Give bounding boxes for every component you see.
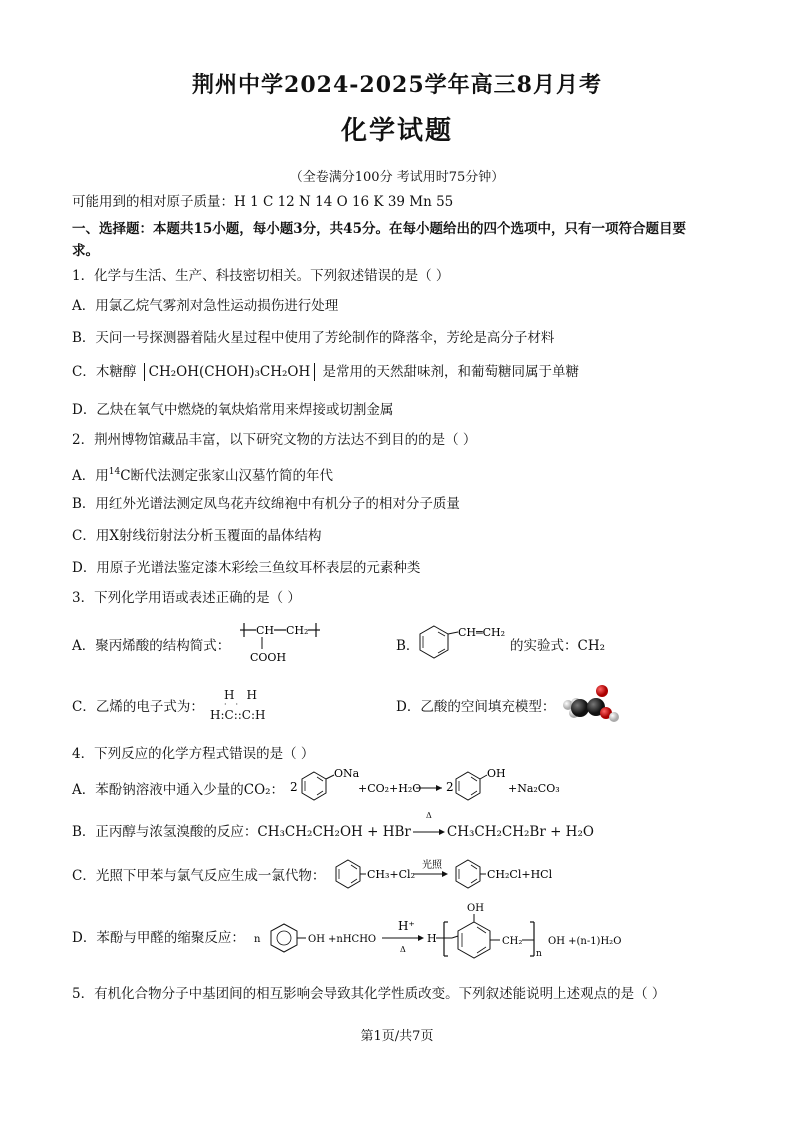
q4-c-condition: 光照 [422,860,442,871]
ethylene-main: H:C::C:H [210,708,266,722]
q1-option-c-suffix: 是常用的天然甜味剂，和葡萄糖同属于单糖 [322,364,580,380]
isotope-mass: 14 [108,467,121,477]
page-footer: 第1页/共7页 [360,1029,434,1044]
q2-option-b: B．用红外光谱法测定凤鸟花卉纹绵袍中有机分子的相对分子质量 [72,496,460,512]
q4-a-oh: OH [487,767,506,780]
q3-a-cooh: COOH [250,651,287,664]
q4-b-left: CH₃CH₂CH₂OH + HBr [257,824,411,840]
ethylene-h-top-2: H [246,688,257,702]
q2-option-a-prefix: A．用 [72,468,109,484]
styrene-structure [416,622,512,662]
q3-a-ch: CH [256,624,275,637]
q2-option-d: D．用原子光谱法鉴定漆木彩绘三鱼纹耳杯表层的元素种类 [72,560,421,576]
q4-option-a-label: A．苯酚钠溶液中通入少量的CO₂： [72,782,285,798]
q1-option-c-prefix: C．木糖醇 [72,364,137,380]
q1-option-d: D．乙炔在氧气中燃烧的氧炔焰常用来焊接或切割金属 [72,402,394,418]
q1-option-c [72,362,579,382]
q2-option-a-suffix: 断代法测定张家山汉墓竹简的年代 [130,468,334,484]
q4-a-ona: ONa [334,767,360,780]
q4-d-ch2: CH₂ [502,936,523,947]
q3-option-d [396,697,555,717]
exam-note: （全卷满分100分 考试用时75分钟） [289,170,505,185]
q4-d-h: H [427,932,437,945]
q4-stem: 4．下列反应的化学方程式错误的是（ ） [72,746,315,762]
q4-b-arrow [411,810,447,843]
ethylene-electron-formula: H H ·· H:C::C:H [210,688,266,722]
q4-a-reactants: +CO₂+H₂O [358,782,422,795]
section-heading-line2: 求。 [72,243,99,259]
atomic-masses: 可能用到的相对原子质量：H 1 C 12 N 14 O 16 K 39 Mn 55 [72,194,454,210]
isotope-element: C [120,468,131,484]
q4-d-equation [252,900,622,970]
q4-option-c-label: C．光照下甲苯与氯气反应生成一氯代物： [72,868,326,884]
q4-d-catalyst: H⁺ [398,919,415,933]
q1-option-b: B．天问一号探测器着陆火星过程中使用了芳纶制作的降落伞，芳纶是高分子材料 [72,330,555,346]
q3-option-c [72,697,204,717]
section-heading-line1: 一、选择题：本题共15小题，每小题3分，共45分。在每小题给出的四个选项中，只有一项符合题目要 [72,221,686,237]
polyacrylic-acid-structure [238,620,324,666]
q5-stem: 5．有机化合物分子中基团间的相互影响会导致其化学性质改变。下列叙述能说明上述观点的是（ ） [72,986,666,1002]
q4-option-a [72,780,284,800]
section-heading [72,218,727,262]
q4-d-n-2: n [536,949,542,959]
q4-b-right: CH₃CH₂CH₂Br + H₂O [446,824,594,840]
q3-stem: 3．下列化学用语或表述正确的是（ ） [72,590,301,606]
q2-option-c: C．用X射线衍射法分析玉覆面的晶体结构 [72,528,322,544]
q4-option-b [72,810,594,843]
q3-a-ch2: CH₂ [286,624,309,637]
q2-option-a [72,462,333,486]
q4-a-coef-2: 2 [446,780,454,794]
q4-option-c [72,866,325,886]
acetic-acid-space-filling-model [560,683,622,725]
q4-c-equation [330,856,590,894]
q4-d-oh-2: OH [467,903,484,914]
exam-title: 荆州中学2024-2025学年高三8月月考 [192,72,602,98]
q4-a-equation [290,766,570,806]
q1-stem: 1．化学与生活、生产、科技密切相关。下列叙述错误的是（ ） [72,268,450,284]
q4-d-oh: OH [308,934,325,945]
q4-b-condition: Δ [425,810,432,820]
q3-option-a-label: A．聚丙烯酸的结构简式： [72,638,231,654]
ethylene-h-top-1: H [224,688,235,702]
q4-a-coef-1: 2 [290,780,298,794]
q2-stem: 2．荆州博物馆藏品丰富，以下研究文物的方法达不到目的的是（ ） [72,432,477,448]
q4-option-d [72,928,245,948]
q3-b-vinyl: CH═CH₂ [458,626,506,639]
q3-option-b-suffix: 的实验式：CH₂ [510,638,606,654]
q4-c-products: CH₂Cl+HCl [487,868,553,881]
q4-option-d-label: D．苯酚与甲醛的缩聚反应： [72,930,245,946]
q1-option-c-formula: CH₂OH(CHOH)₃CH₂OH [144,363,316,381]
q4-d-tail: OH +(n-1)H₂O [548,936,622,947]
q3-option-c-label: C．乙烯的电子式为： [72,699,204,715]
q3-option-b-label: B． [396,638,420,654]
q4-c-reactants: CH₃+Cl₂ [367,868,415,881]
q4-a-products: +Na₂CO₃ [508,782,560,795]
q4-option-b-label: B．正丙醇与浓氢溴酸的反应： [72,824,258,840]
q1-option-a: A．用氯乙烷气雾剂对急性运动损伤进行处理 [72,298,339,314]
q3-option-a [72,636,230,656]
exam-subtitle: 化学试题 [340,116,453,146]
q4-d-heat: Δ [400,945,406,954]
q4-d-n: n [254,934,261,945]
q3-option-d-label: D．乙酸的空间填充模型： [396,699,556,715]
q4-d-hcho: +nHCHO [328,934,377,945]
